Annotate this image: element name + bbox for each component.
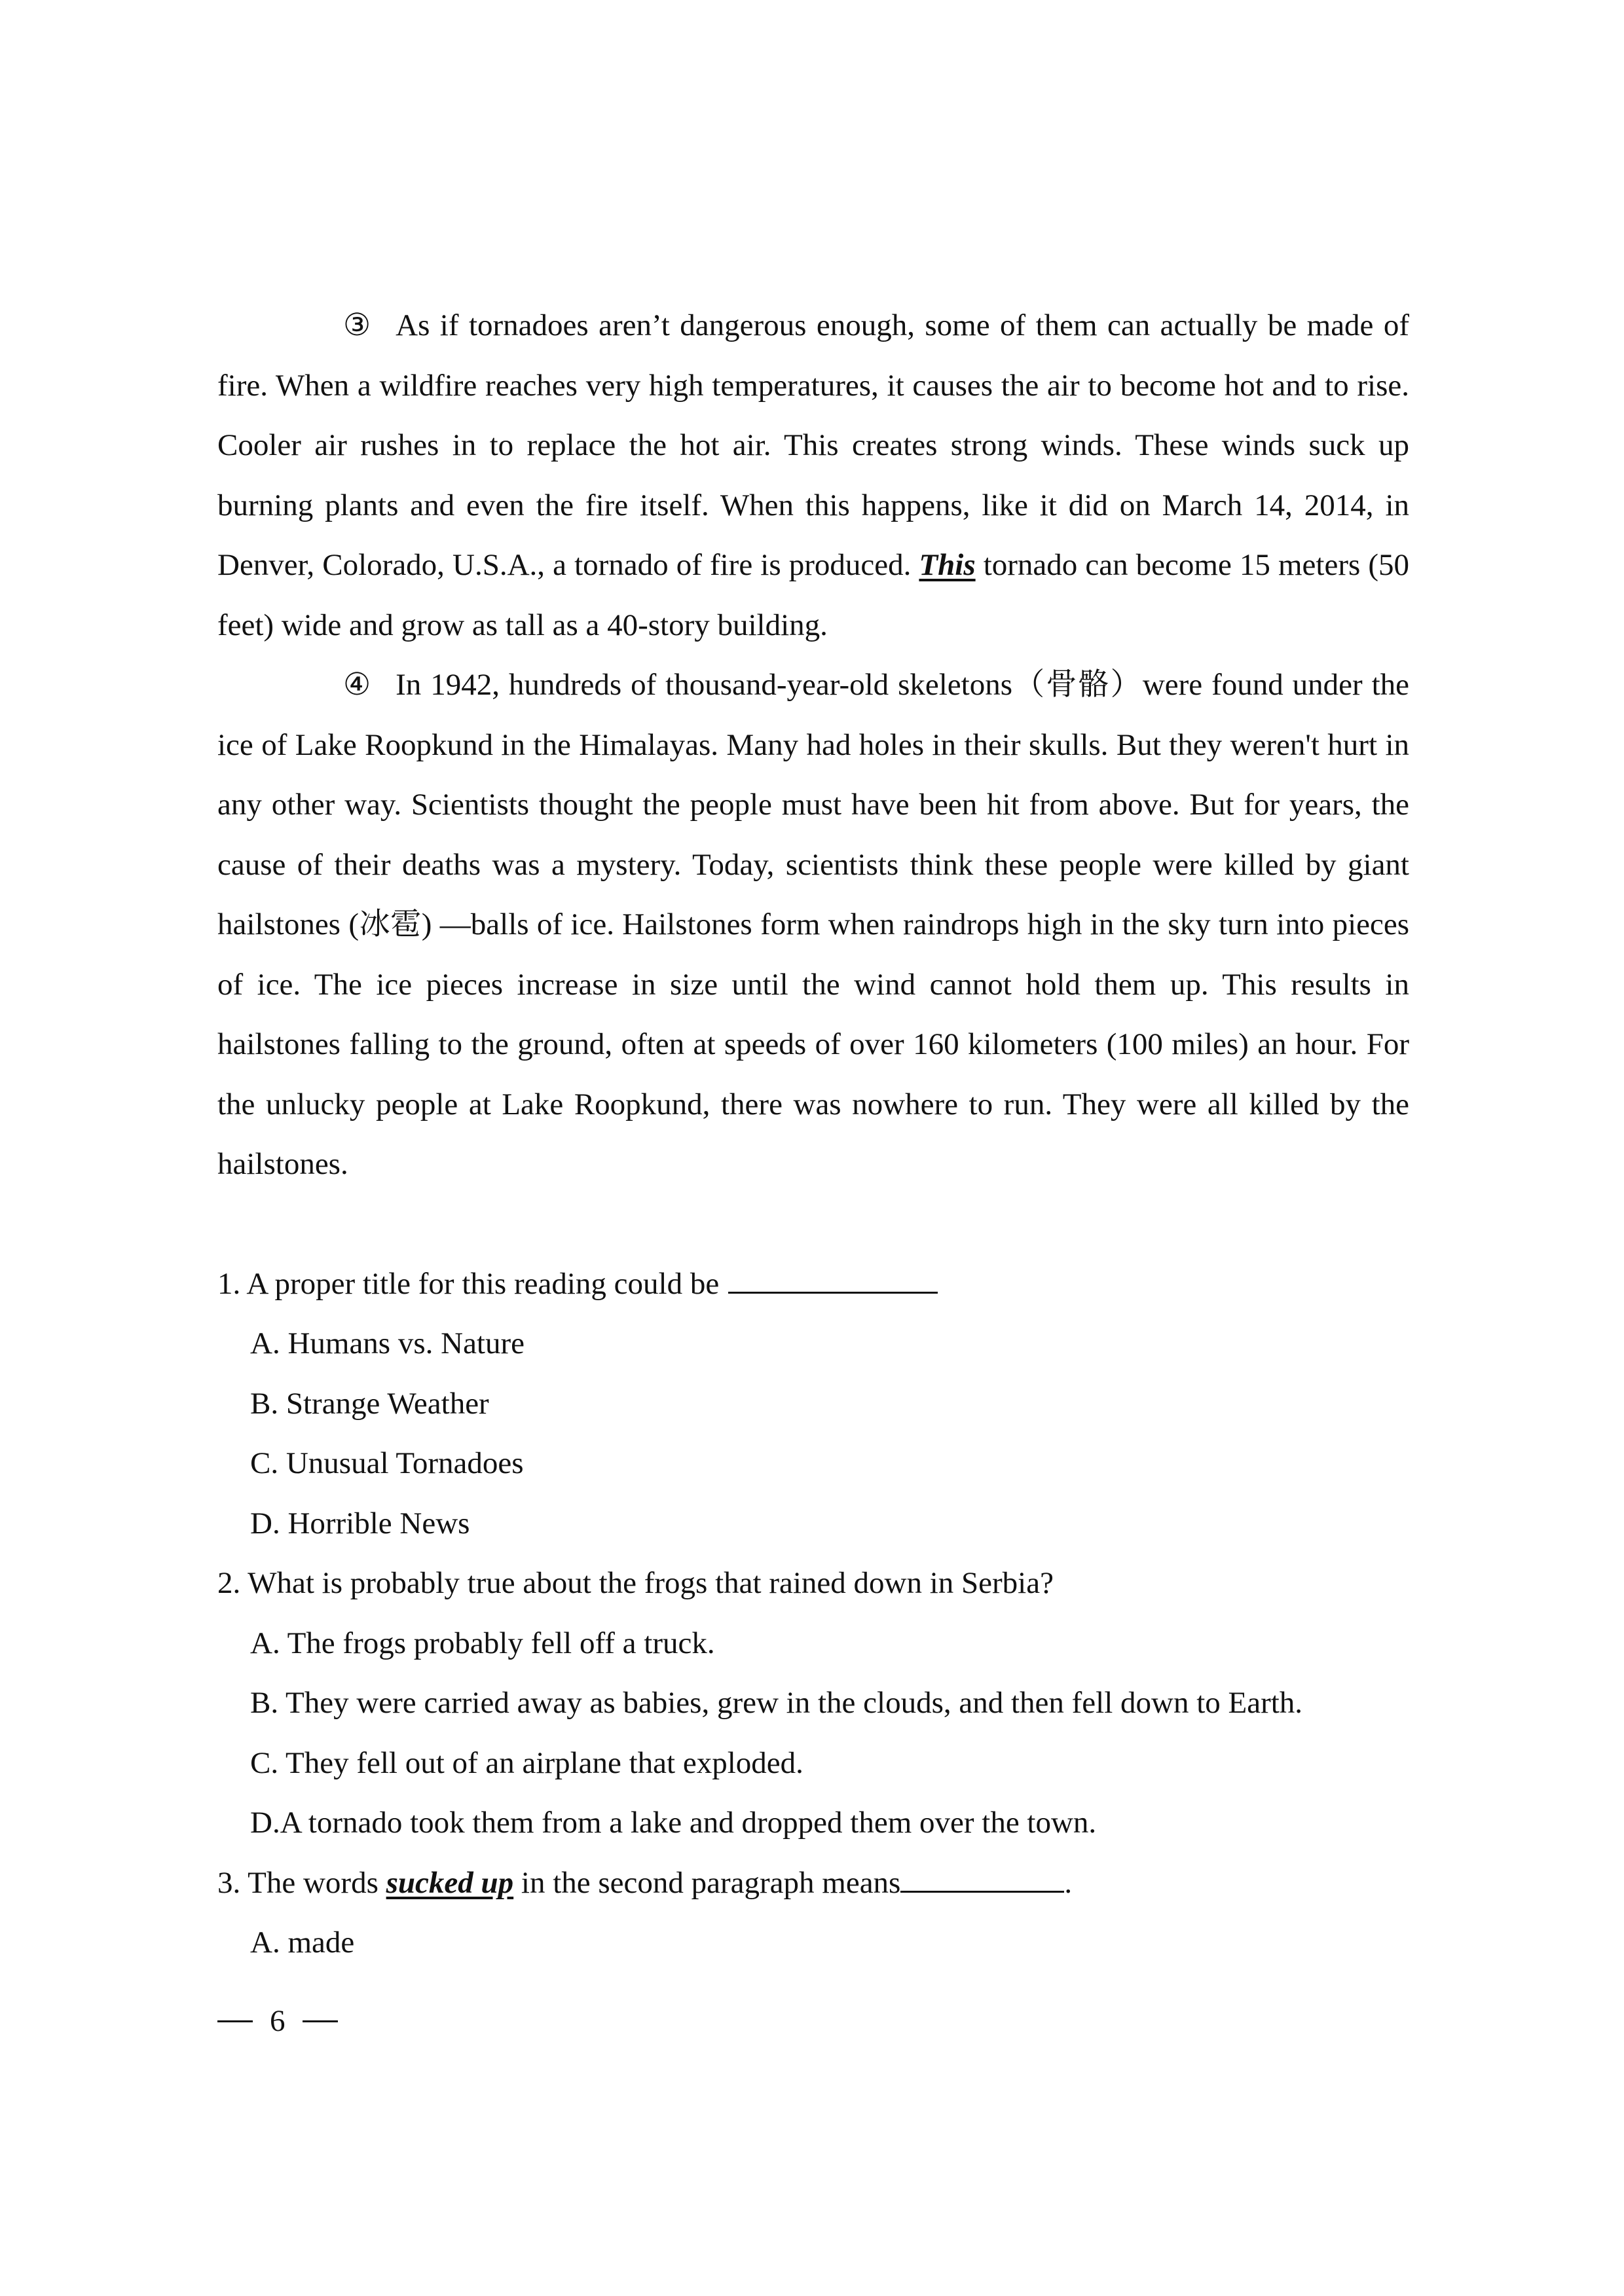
- option-c[interactable]: C. They fell out of an airplane that exploded.: [250, 1745, 803, 1780]
- paragraph-text: In 1942, hundreds of thousand-year-old skeletons（骨骼）were found under the ice of Lake Roopkund in the Himalayas. Many had holes in their skulls. But they weren't hurt in any other way. Scientists thought the people must have been hit from above. But for years, the cause of their deaths was a mystery. Today, scientists think these people were killed by giant hailstones (冰雹) —balls of ice. Hailstones form when raindrops high in the sky turn into pieces of ice. The ice pieces increase in size until the wind cannot hold them up. This results in hailstones falling to the ground, often at speeds of over 160 kilometers (100 miles) an hour. For the unlucky people at Lake Roopkund, there was nowhere to run. They were all killed by the hailstones.: [217, 668, 1409, 1181]
- page-number-text: 6: [270, 2004, 286, 2038]
- page-number: [217, 2003, 338, 2039]
- option-c[interactable]: C. Unusual Tornadoes: [250, 1446, 524, 1480]
- question-stem: [217, 1254, 1409, 1315]
- question-stem: 2. What is probably true about the frogs that rained down in Serbia?: [217, 1566, 1054, 1600]
- paragraph-4: [217, 655, 1409, 1195]
- paragraph-3: [217, 296, 1409, 655]
- option-d[interactable]: D. Horrible News: [250, 1506, 470, 1540]
- question-3: [217, 1853, 1409, 1973]
- question-2: [217, 1554, 1409, 1853]
- answer-blank[interactable]: [728, 1266, 938, 1294]
- dash-left: [217, 2020, 253, 2022]
- question-1: [217, 1254, 1409, 1554]
- question-list: [217, 1254, 1409, 1973]
- dash-right: [303, 2020, 338, 2022]
- option-d[interactable]: D.A tornado took them from a lake and dropped them over the town.: [250, 1806, 1097, 1840]
- paragraph-marker: ④: [343, 668, 371, 702]
- document-body: [217, 296, 1409, 1973]
- question-stem: [217, 1853, 1409, 1914]
- option-a[interactable]: A. Humans vs. Nature: [250, 1326, 525, 1360]
- paragraph-marker: ③: [343, 308, 371, 342]
- option-b[interactable]: B. They were carried away as babies, grew in the clouds, and then fell down to Earth.: [250, 1686, 1303, 1720]
- question-punctuation: .: [1064, 1865, 1073, 1900]
- emphasized-word: This: [919, 548, 976, 582]
- answer-blank[interactable]: [900, 1865, 1064, 1893]
- paragraph-text: tornado can become 15 meters (50 feet) wide and grow as tall as a 40-story building.: [217, 548, 1409, 642]
- option-b[interactable]: B. Strange Weather: [250, 1386, 489, 1421]
- question-text: 3. The words: [217, 1865, 386, 1900]
- question-text: 1. A proper title for this reading could be: [217, 1266, 720, 1301]
- paragraph-text: As if tornadoes aren’t dangerous enough, some of them can actually be made of fire. When a wildfire reaches very high temperatures, it causes the air to become hot and to rise. Cooler air rushes in to replace the hot air. This creates strong winds. These winds suck up burning plants and even the fire itself. When this happens, like it did on March 14, 2014, in Denver, Colorado, U.S.A., a tornado of fire is produced.: [217, 308, 1409, 582]
- question-text: in the second paragraph means: [513, 1865, 901, 1900]
- option-a[interactable]: A. made: [250, 1925, 355, 1959]
- emphasized-phrase: sucked up: [386, 1865, 514, 1900]
- option-a[interactable]: A. The frogs probably fell off a truck.: [250, 1626, 715, 1660]
